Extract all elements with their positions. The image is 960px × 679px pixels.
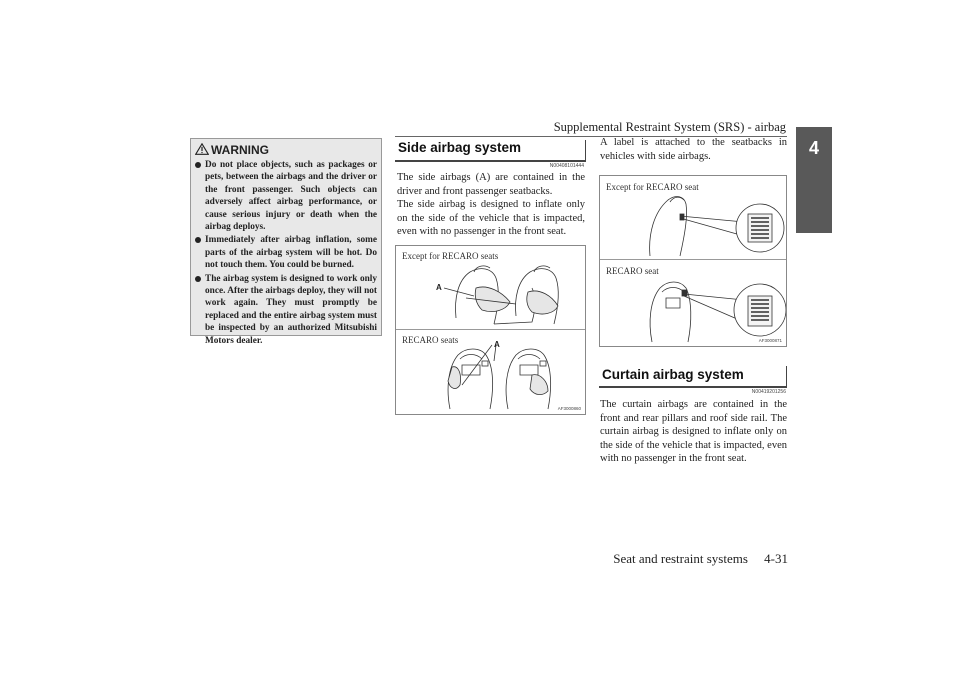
page-footer: Seat and restraint systems 4-31 (613, 551, 788, 566)
page-header-title: Supplemental Restraint System (SRS) - airbag (553, 120, 786, 134)
seat-label-illustration-recaro (640, 272, 786, 344)
figure-label: RECARO seats (402, 335, 459, 345)
warning-item: Immediately after airbag inflation, some parts of the airbag system will be hot. Do not touch them. You could be burned. (195, 234, 377, 271)
bullet-icon (195, 237, 201, 243)
curtain-airbag-title: Curtain airbag system (602, 367, 744, 382)
seat-label-illustration-standard (640, 188, 786, 258)
warning-item: The airbag system is designed to work only once. After the airbags deploy, they will not work again. They must promptly be replaced and the entire airbag system must be inspected by an authorized Mitsubishi Motors dealer. (195, 273, 377, 347)
side-airbag-figure (395, 245, 586, 415)
figure-code: AF3000871 (758, 338, 782, 343)
warning-heading (195, 143, 269, 157)
figure-divider (396, 329, 585, 330)
warning-list (195, 159, 377, 348)
section-rule (786, 366, 787, 386)
figure-label: Except for RECARO seat (606, 182, 699, 192)
seat-illustration-recaro (436, 341, 581, 411)
paragraph: The side airbags (A) are contained in the driver and front passenger seatbacks. (397, 172, 585, 197)
figure-label: Except for RECARO seats (402, 251, 499, 261)
bullet-icon (195, 276, 201, 282)
callout-label: A (494, 341, 500, 349)
seat-illustration-standard (436, 258, 581, 328)
section-code: N00408101444 (549, 163, 584, 169)
chapter-number: 4 (808, 138, 819, 158)
warning-heading-text: WARNING (211, 143, 269, 157)
seat-label-figure (599, 175, 787, 347)
section-rule (599, 386, 787, 388)
bullet-icon (195, 162, 201, 168)
curtain-airbag-body: The curtain airbags are contained in the front and rear pillars and roof side rail. The curtain airbag is designed to inflate only on the side of the vehicle that is impacted, even with no passenger in the front seat. (600, 399, 787, 465)
seat-label-body: A label is attached to the seatbacks in vehicles with side airbags. (600, 137, 787, 162)
paragraph: The side airbag is designed to inflate only on the side of the vehicle that is impacted, even with no passenger in the front seat. (397, 199, 585, 238)
warning-triangle-icon (195, 143, 209, 155)
section-rule (395, 160, 586, 162)
callout-label: A (436, 283, 442, 292)
warning-item: Do not place objects, such as packages or pets, between the airbags and the driver or the front passenger. Such objects can adversely affect airbag performance, or cause serious injury or death when the airbag deploys. (195, 159, 377, 233)
figure-divider (600, 259, 786, 260)
section-rule (585, 140, 586, 160)
warning-box (190, 138, 382, 346)
section-code: N00419201256 (751, 389, 786, 395)
side-airbag-body (397, 171, 585, 239)
figure-label: RECARO seat (606, 266, 659, 276)
figure-code: AF3000860 (557, 406, 581, 411)
side-airbag-title: Side airbag system (398, 140, 522, 155)
